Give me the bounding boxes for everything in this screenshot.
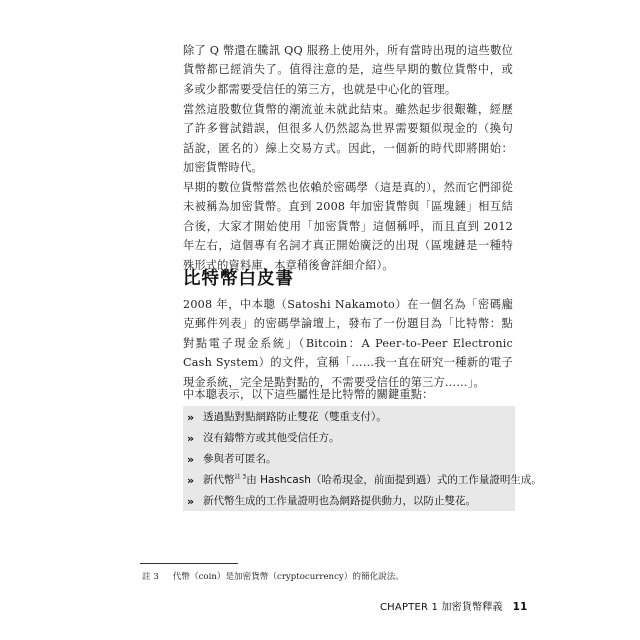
paragraph-4: 2008 年，中本聰（Satoshi Nakamoto）在一個名為「密碼龐克郵件列表」的密碼學論壇上，發布了一份題目為「比特幣：點對點電子現金系統」（Bitcoin：A Peer-to-Peer Electronic Cash System）的文件，宣稱「……我一直在研究一種新的電子現金系統，完全是點對點的，不需要受信任的第三方……」。 (183, 298, 513, 389)
key-points-list (183, 406, 542, 511)
footnote-label: 註 3 (142, 572, 159, 582)
list-item-text: 沒有鑄幣方或其他受信任方。 (203, 432, 340, 444)
list-item-prefix: 新代幣 (203, 474, 235, 486)
running-footer (380, 598, 528, 613)
list-item-text: 參與者可匿名。 (203, 453, 277, 465)
list-item (183, 470, 542, 491)
paragraph-1: 除了 Q 幣還在騰訊 QQ 服務上使用外，所有當時出現的這些數位貨幣都已經消失了。值得注意的是，這些早期的數位貨幣中，或多或少都需要受信任的第三方，也就是中心化的管理。 (183, 44, 513, 96)
footnote-text: 代幣（coin）是加密貨幣（cryptocurrency）的簡化說法。 (172, 572, 404, 582)
list-item (183, 449, 515, 470)
double-chevron-icon: » (187, 474, 195, 487)
list-item (183, 491, 515, 512)
double-chevron-icon: » (187, 495, 195, 508)
double-chevron-icon: » (187, 432, 195, 445)
double-chevron-icon: » (187, 411, 195, 424)
list-item-rest: 由 Hashcash（哈希現金，前面提到過）式的工作量證明生成。 (246, 474, 542, 486)
list-item-text (203, 470, 542, 491)
list-item-text: 透過點對點網路防止雙花（雙重支付）。 (203, 411, 387, 423)
list-item (183, 407, 515, 428)
section-heading: 比特幣白皮書 (183, 269, 294, 289)
list-item-text: 新代幣生成的工作量證明也為網路提供動力，以防止雙花。 (203, 495, 476, 507)
paragraph-3: 早期的數位貨幣當然也依賴於密碼學（這是真的），然而它們卻從未被稱為加密貨幣。直到 2008 年加密貨幣與「區塊鏈」相互結合後，大家才開始使用「加密貨幣」這個稱呼，而且直到 2012 年左右，這個專有名詞才真正開始廣泛的出現（區塊鏈是一種特殊形式的資料庫，本章稍後會詳細介紹）。 (183, 181, 513, 272)
footnote-divider (140, 563, 238, 564)
footnote-ref[interactable]: 註 3 (234, 473, 247, 481)
chapter-title: CHAPTER 1 加密貨幣釋義 (380, 602, 503, 613)
double-chevron-icon: » (187, 453, 195, 466)
paragraph-2: 當然這股數位貨幣的潮流並未就此結束。雖然起步很艱難，經歷了許多嘗試錯誤，但很多人仍然認為世界需要類似現金的（換句話說，匿名的）線上交易方式。因此，一個新的時代即將開始：加密貨幣時代。 (183, 103, 513, 175)
paragraph-5: 中本聰表示，以下這些屬性是比特幣的關鍵重點： (183, 388, 434, 401)
list-item (183, 428, 515, 449)
page-number: 11 (512, 601, 528, 613)
footnote (142, 570, 404, 582)
